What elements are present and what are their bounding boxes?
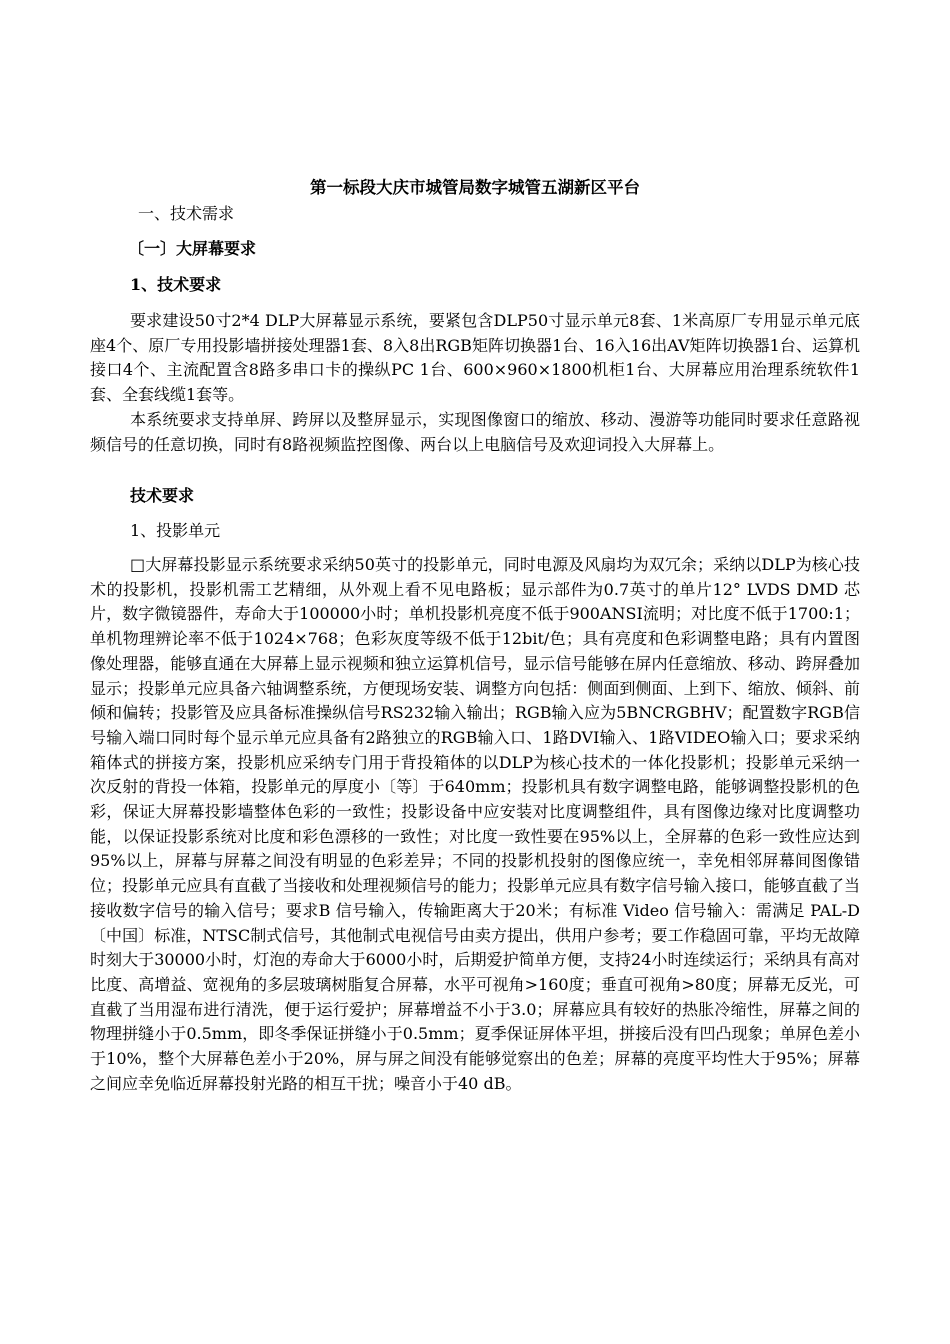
document-title: 第一标段大庆市城管局数字城管五湖新区平台 [310, 178, 640, 197]
heading-tech-requirements-2: 技术要求 [130, 486, 195, 505]
subsection-heading-big-screen: 〔一〕大屏幕要求 [128, 239, 257, 258]
paragraph-projection-unit-specs: □大屏幕投影显示系统要求采纳50英寸的投影单元，同时电源及风扇均为双冗余；采纳以DLP为核心技术的投影机，投影机需工艺精细，从外观上看不见电路板；显示部件为0.7英寸的单片12° LVDS DMD 芯片，数字微镜器件，寿命大于100000小时；单机投影机亮度不低于900ANSI流明；对比度不低于1700:1；单机物理辨论率不低于1024×768；色彩灰度等级不低于12bit/色；具有亮度和色彩调整电路；具有内置图像处理器，能够直通在大屏幕上显示视频和独立运算机信号，显示信号能够在屏内任意缩放、移动、跨屏叠加显示；投影单元应具备六轴调整系统，方便现场安装、调整方向包括：侧面到侧面、上到下、缩放、倾斜、前倾和偏转；投影管及应具备标准操纵信号RS232输入输出；RGB输入应为5BNCRGBHV；配置数字RGB信号输入端口同时每个显示单元应具备有2路独立的RGB输入口、1路DVI输入、1路VIDEO输入口；要求采纳箱体式的拼接方案，投影机应采纳专门用于背投箱体的以DLP为核心技术的一体化投影机；投影单元采纳一次反射的背投一体箱，投影单元的厚度小〔等〕于640mm；投影机具有数字调整电路，能够调整投影机的色彩，保证大屏幕投影墙整体色彩的一致性；投影设备中应安装对比度调整组件，具有图像边缘对比度调整功能，以保证投影系统对比度和彩色漂移的一致性；对比度一致性要在95%以上，全屏幕的色彩一致性应达到95%以上，屏幕与屏幕之间没有明显的色彩差异；不同的投影机投射的图像应统一，幸免相邻屏幕间图像错位；投影单元应具有直截了当接收和处理视频信号的能力；投影单元应具有数字信号输入接口，能够直截了当接收数字信号的输入信号；要求B 信号输入，传输距离大于20米；有标准 Video 信号输入：需满足 PAL-D〔中国〕标准，NTSC制式信号，其他制式电视信号由卖方提出，供用户参考；要工作稳固可靠，平均无故障时刻大于30000小时，灯泡的寿命大于6000小时，后期爱护简单方便，支持24小时连续运行；采纳具有高对比度、高增益、宽视角的多层玻璃树脂复合屏幕，水平可视角>160度；垂直可视角>80度；屏幕无反光，可直截了当用湿布进行清洗，便于运行爱护；屏幕增益不小于3.0；屏幕应具有较好的热胀冷缩性，屏幕之间的物理拼缝小于0.5mm，即冬季保证拼缝小于0.5mm；夏季保证屏体平坦，拼接后没有凹凸现象；单屏色差小于10%，整个大屏幕色差小于20%，屏与屏之间没有能够觉察出的色差；屏幕的亮度平均性大于95%；屏幕之间应幸免临近屏幕投射光路的相互干扰；噪音小于40 dB。 [90, 555, 860, 1093]
paragraph-construction-requirements: 要求建设50寸2*4 DLP大屏幕显示系统，要紧包含DLP50寸显示单元8套、1米高原厂专用显示单元底座4个、原厂专用投影墙拼接处理器1套、8入8出RGB矩阵切换器1台、16入16出AV矩阵切换器1台、运算机接口4个、主流配置含8路多串口卡的操纵PC 1台、600×960×1800机柜1台、大屏幕应用治理系统软件1套、全套线缆1套等。 [90, 311, 860, 405]
heading-tech-requirements: 1、技术要求 [130, 275, 222, 294]
section-heading-tech-needs: 一、技术需求 [138, 204, 235, 223]
paragraph-system-requirements: 本系统要求支持单屏、跨屏以及整屏显示，实现图像窗口的缩放、移动、漫游等功能同时要求任意路视频信号的任意切换，同时有8路视频监控图像、两台以上电脑信号及欢迎词投入大屏幕上。 [90, 410, 860, 454]
heading-projection-unit: 1、投影单元 [130, 521, 221, 540]
